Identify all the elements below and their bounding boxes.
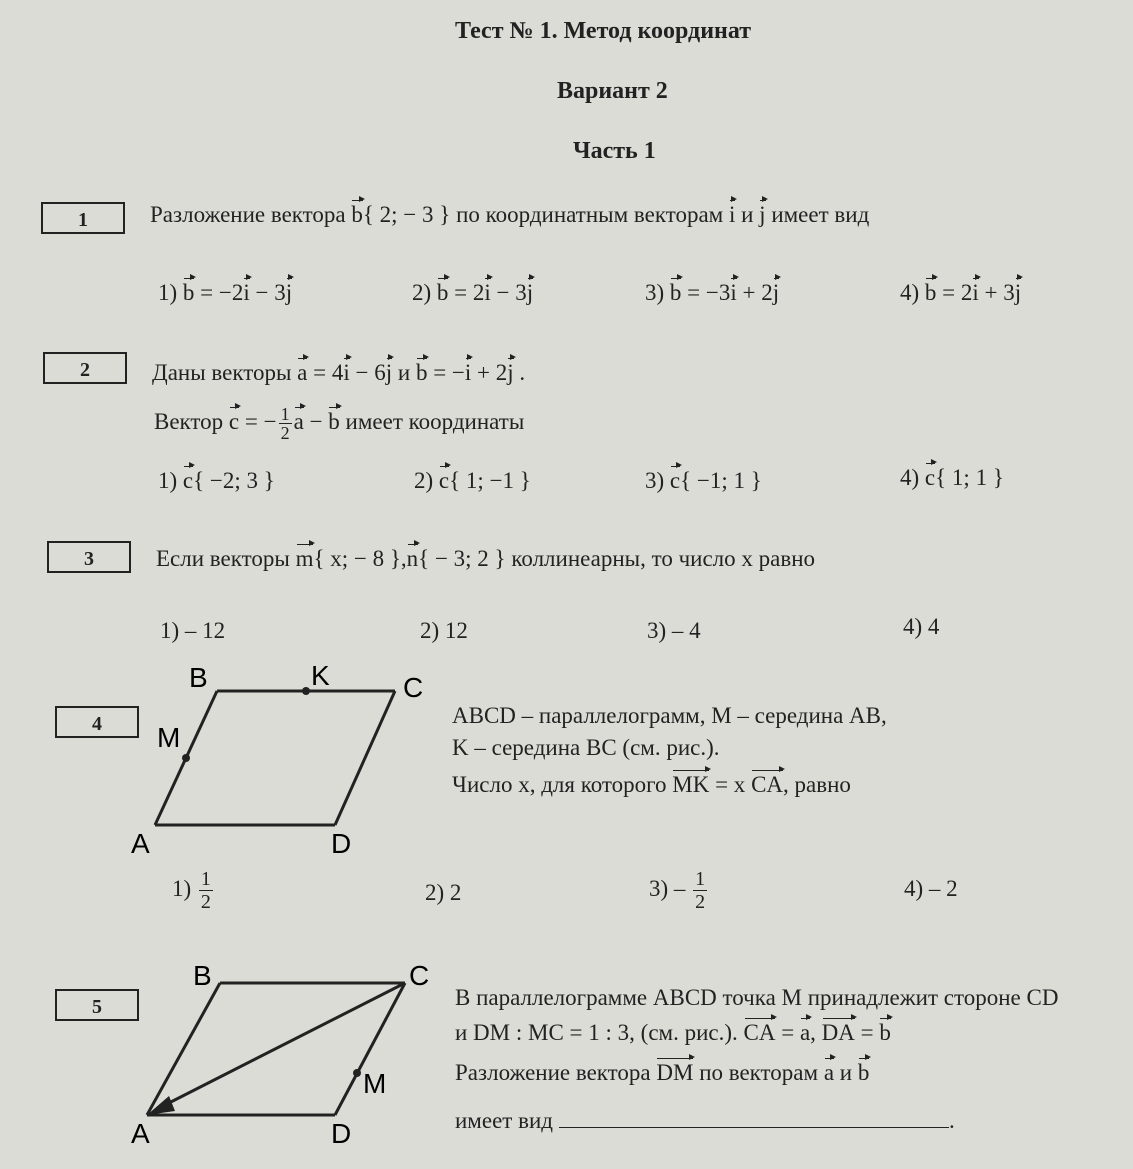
opt-rest2: + 3 [978,280,1015,305]
q2-minus: − [303,408,329,434]
q5-line3-mid: по векторам [693,1060,824,1085]
fraction-half [279,405,292,442]
vector-m: m [295,546,314,571]
frac-num: 1 [280,404,290,424]
opt-num: 3) [645,468,670,493]
label-d: D [331,1118,352,1149]
vector-c: c [438,468,450,493]
vector-ca: CA [743,1020,776,1045]
fraction-half [693,868,707,913]
vector-b: b [924,280,937,305]
vector-b: b [182,280,195,305]
vector-j: j [385,360,393,385]
opt-rest: = 2 [936,280,973,305]
question-2-line-1 [152,360,525,386]
q5-comma: , [810,1020,822,1045]
q2-option-3[interactable] [645,468,762,494]
frac-num: 1 [200,868,211,890]
frac-num: 1 [695,868,706,890]
q3-option-1[interactable]: 1) – 12 [160,618,226,643]
question-4-line-1: ABCD – параллелограмм, M – середина AB, [452,703,887,728]
vector-i: i [243,280,250,305]
fraction-half [199,868,213,913]
opt-rest2: − 3 [249,280,286,305]
question-1-text [150,202,869,228]
vector-b: b [436,280,449,305]
vector-i: i [728,202,736,227]
q1-option-3[interactable] [645,280,779,306]
question-5-number: 5 [55,989,139,1021]
question-5-line-4 [455,1108,955,1134]
q2-b-expr2: + 2 [471,360,508,385]
opt-rest: = −3 [681,280,731,305]
label-b: B [189,665,208,693]
q5-eq2: = [854,1020,880,1045]
label-c: C [409,960,430,991]
question-4-line-3 [452,772,851,798]
opt-num: 1) [158,280,183,305]
question-4-number: 4 [55,706,139,738]
parallelogram-figure-4 [125,665,425,865]
label-k: K [311,665,330,691]
q1-option-4[interactable] [900,280,1021,306]
q2-line2-pre: Вектор [154,408,229,434]
question-1-number: 1 [41,202,125,234]
vector-c: c [669,468,681,493]
vector-b: b [669,280,682,305]
question-3-text [156,546,815,572]
frac-den: 2 [695,891,706,913]
label-m: M [157,722,181,753]
q4-option-1[interactable] [172,868,215,913]
opt-num: 2) [412,280,437,305]
q4-option-3[interactable] [649,868,709,913]
test-title: Тест № 1. Метод координат [455,18,752,44]
vector-j: j [507,360,514,385]
opt-coords: { 1; 1 } [935,465,1004,490]
vector-ca: CA [751,772,784,797]
vector-i: i [730,280,737,305]
q2-option-1[interactable] [158,468,275,494]
q4-option-4[interactable]: 4) – 2 [904,876,958,901]
vector-c: c [924,465,936,490]
vector-c: c [182,468,194,493]
vector-i: i [484,280,491,305]
label-a: A [131,828,150,859]
opt-coords: { −1; 1 } [680,468,762,493]
label-a: A [131,1118,150,1149]
point-k [302,687,310,695]
opt-num: 4) [900,465,925,490]
q3-option-3[interactable]: 3) – 4 [647,618,701,643]
q5-end: . [948,1108,955,1133]
part-heading: Часть 1 [573,138,656,164]
parallelogram-figure-5 [125,955,435,1155]
q2-a-expr2: − 6 [349,360,386,385]
vector-i: i [464,360,472,385]
answer-blank[interactable] [559,1127,949,1128]
q1-mid: по координатным векторам [450,202,729,227]
opt-num: 1) [158,468,183,493]
q2-pre: Даны векторы [152,360,298,385]
label-d: D [331,828,352,859]
question-2-line-2 [154,405,524,442]
label-c: C [403,672,424,703]
vector-a: a [293,408,304,434]
q5-line4: имеет вид [455,1108,553,1133]
q2-a-expr: = 4 [307,360,344,385]
opt-rest2: − 3 [490,280,527,305]
vector-j: j [526,280,534,305]
vector-j: j [1014,280,1022,305]
vector-n: n [406,546,419,571]
vector-a: a [823,1060,835,1085]
opt-num: 2) [414,468,439,493]
q2-b-expr: = − [427,360,465,385]
opt-rest2: + 2 [736,280,773,305]
vector-b: b [415,360,428,385]
q5-eq1: = [775,1020,800,1045]
q3-option-4[interactable]: 4) 4 [903,614,940,639]
vector-i: i [343,360,350,385]
q3-pre: Если векторы [156,546,296,571]
variant-heading: Вариант 2 [557,78,668,104]
opt-num: 4) [900,280,925,305]
question-5-line-3 [455,1060,869,1086]
q4-line3-post: , равно [783,772,851,797]
opt-num: 3) [645,280,670,305]
opt-num: 1) [172,875,197,901]
q2-c-expr: = − [239,408,277,434]
vector-mk: MK [672,772,710,797]
q5-and: и [834,1060,858,1085]
vector-j: j [759,202,766,227]
vector-j: j [285,280,293,305]
q4-eq: = x [709,772,752,797]
opt-coords: { 1; −1 } [449,468,531,493]
q1-and: и [735,202,760,227]
q1-option-1[interactable] [158,280,292,306]
side-cd [335,691,395,825]
question-3-number: 3 [47,541,131,573]
opt-num: 3) – [649,875,692,901]
q2-line2-post: имеет координаты [339,408,525,434]
question-5-line-2 [455,1020,891,1046]
q3-n-coords: { − 3; 2 } [418,546,506,571]
q2-option-2[interactable] [414,468,531,494]
vector-da: DA [821,1020,855,1045]
question-5-line-1: В параллелограмме ABCD точка M принадлежит стороне CD [455,985,1059,1010]
vector-b: b [879,1020,891,1045]
q5-line3-pre: Разложение вектора [455,1060,657,1085]
q2-end: . [513,360,526,385]
vector-b: b [351,202,363,227]
q5-line2-pre: и DM : MC = 1 : 3, (см. рис.). [455,1020,744,1045]
q1-option-2[interactable] [412,280,533,306]
vector-a: a [799,1020,811,1045]
q4-line3-pre: Число x, для которого [452,772,673,797]
q2-and: и [392,360,416,385]
q4-option-2[interactable]: 2) 2 [425,880,462,905]
vector-b: b [328,408,340,434]
point-m [182,754,190,762]
opt-rest: = −2 [194,280,244,305]
q3-option-2[interactable]: 2) 12 [420,618,468,643]
label-b: B [193,960,212,991]
q2-option-4[interactable] [900,465,1004,491]
vector-i: i [972,280,979,305]
point-m [353,1069,361,1077]
vector-b: b [857,1060,870,1085]
opt-coords: { −2; 3 } [193,468,275,493]
q3-m-coords: { x; − 8 }, [313,546,407,571]
q1-pre: Разложение вектора [150,202,352,227]
label-m: M [363,1068,387,1099]
q1-coords: { 2; − 3 } [362,202,451,227]
vector-c: c [228,408,240,434]
vector-a: a [297,360,308,385]
frac-den: 2 [200,891,211,913]
question-4-line-2: K – середина BC (см. рис.). [452,735,720,760]
vector-dm: DM [656,1060,694,1085]
q1-post: имеет вид [765,202,870,227]
frac-den: 2 [280,423,290,443]
q3-post: коллинеарны, то число x равно [505,546,816,571]
vector-j: j [772,280,780,305]
opt-rest: = 2 [448,280,485,305]
question-2-number: 2 [43,352,127,384]
